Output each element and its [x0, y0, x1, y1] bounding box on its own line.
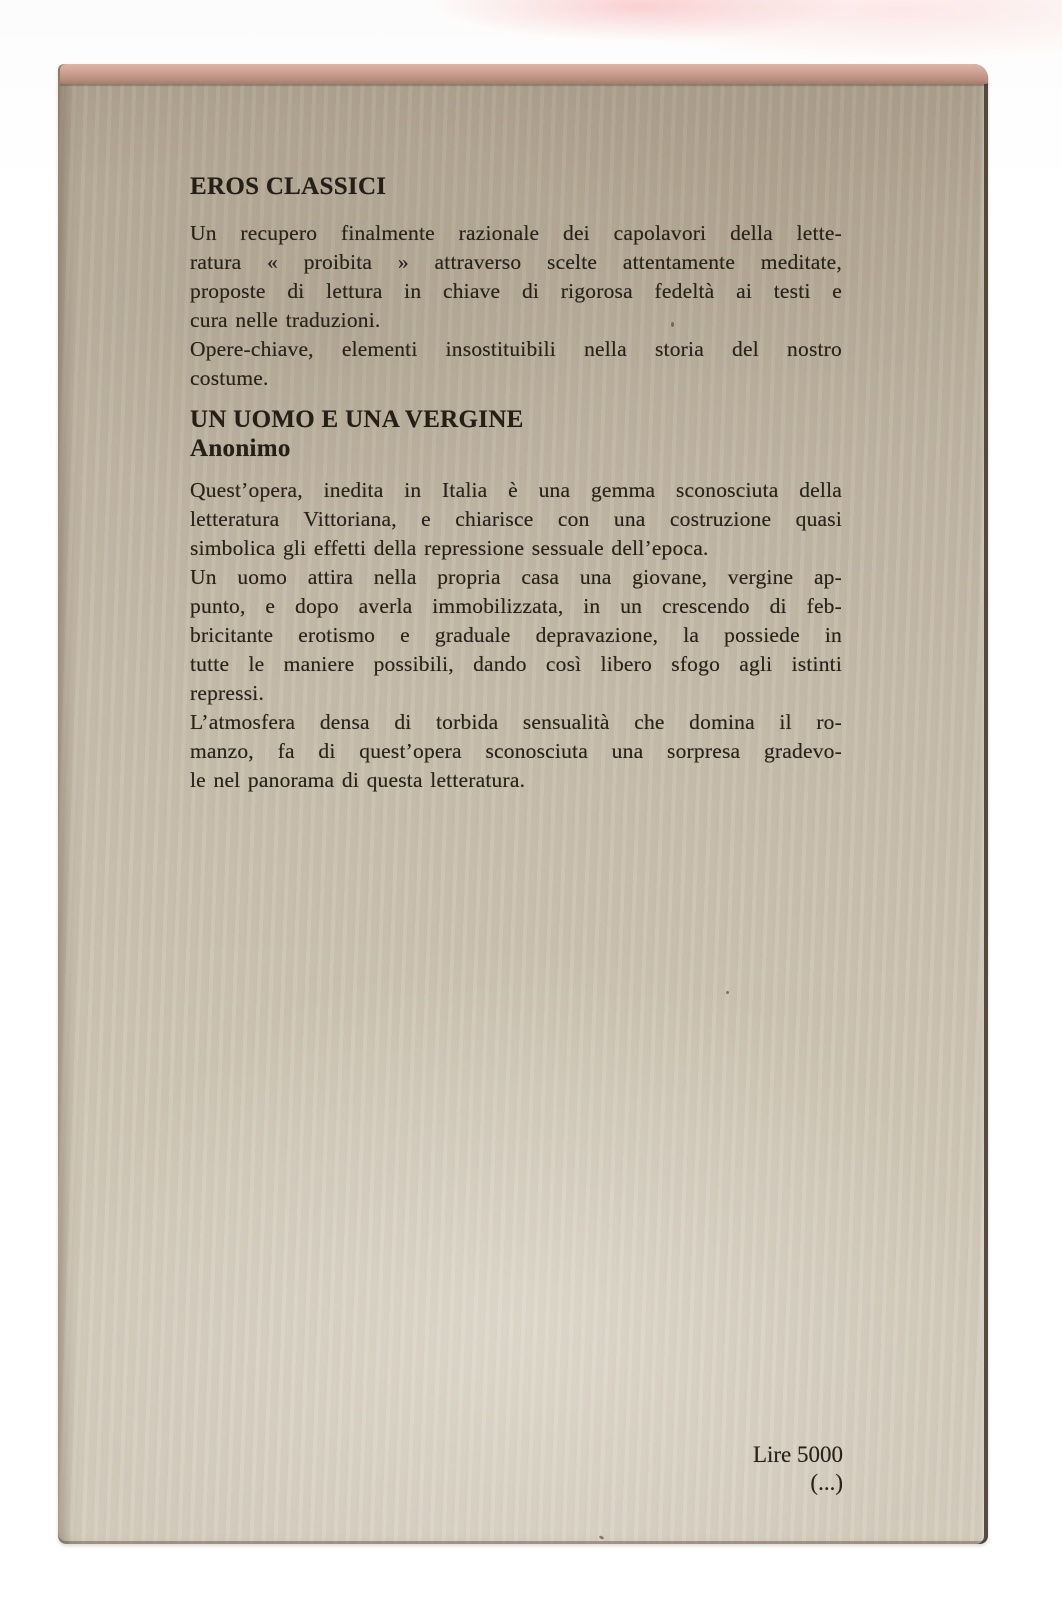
text-line: Un uomo attira nella propria casa una giovane, vergine ap- [190, 565, 842, 589]
text-column [190, 172, 842, 795]
text-line: simbolica gli effetti della repressione sessuale dell’epoca. [190, 536, 709, 560]
text-line: proposte di lettura in chiave di rigorosa fedeltà ai testi e [190, 279, 842, 303]
work-paragraph [190, 708, 842, 795]
text-line: Quest’opera, inedita in Italia è una gemma sconosciuta della [190, 478, 842, 502]
text-line: le nel panorama di questa letteratura. [190, 768, 526, 792]
cover-printed-content [58, 64, 988, 1544]
text-line: Un recupero finalmente razionale dei capolavori della lette- [190, 221, 842, 245]
text-line: repressi. [190, 681, 265, 705]
paper-speck [599, 1535, 605, 1540]
text-line: punto, e dopo averla immobilizzata, in un crescendo di feb- [190, 594, 842, 618]
text-line: cura nelle traduzioni. [190, 308, 381, 332]
work-paragraph [190, 476, 842, 563]
work-paragraph [190, 563, 842, 708]
series-paragraph [190, 219, 842, 335]
text-line: costume. [190, 366, 269, 390]
paper-speck [671, 322, 674, 327]
work-author: Anonimo [190, 435, 291, 462]
paper-speck [726, 991, 729, 994]
series-paragraph [190, 335, 842, 393]
price-note: (...) [810, 1470, 843, 1495]
text-line: ratura « proibita » attraverso scelte attentamente meditate, [190, 250, 842, 274]
work-title: UN UOMO E UNA VERGINE [190, 406, 524, 433]
text-line: Opere-chiave, elementi insostituibili nella storia del nostro [190, 337, 842, 361]
price-amount: Lire 5000 [752, 1442, 843, 1467]
text-line: tutte le maniere possibili, dando così libero sfogo agli istinti [190, 652, 842, 676]
text-line: bricitante erotismo e graduale depravazione, la possiede in [190, 623, 842, 647]
series-title: EROS CLASSICI [190, 173, 387, 200]
text-line: manzo, fa di quest’opera sconosciuta una sorpresa gradevo- [190, 739, 842, 763]
work-heading [190, 405, 842, 463]
text-line: L’atmosfera densa di torbida sensualità che domina il ro- [190, 710, 842, 734]
text-line: letteratura Vittoriana, e chiarisce con una costruzione quasi [190, 507, 842, 531]
price-block [753, 1441, 843, 1497]
book-back-cover [58, 64, 988, 1544]
